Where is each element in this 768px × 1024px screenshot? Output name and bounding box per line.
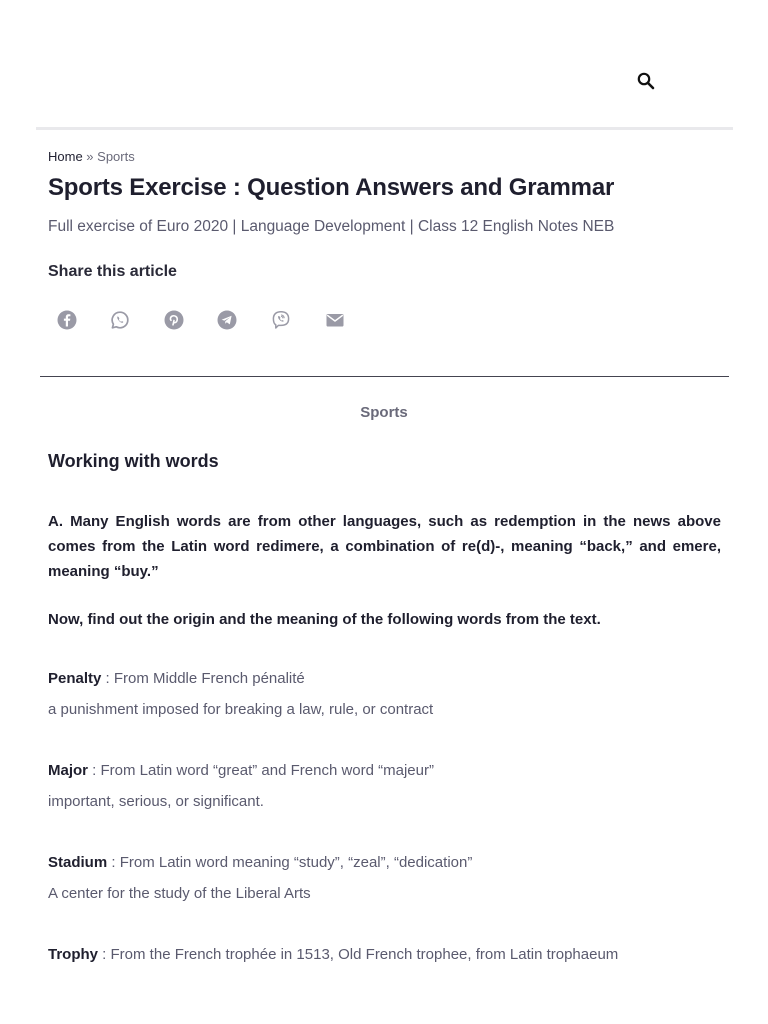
word-meaning: A center for the study of the Liberal Arts <box>48 885 311 902</box>
email-icon[interactable] <box>323 308 347 332</box>
page-subtitle: Full exercise of Euro 2020 | Language Development | Class 12 English Notes NEB <box>48 218 615 235</box>
breadcrumb-current: Sports <box>97 149 135 164</box>
breadcrumb-home-link[interactable]: Home <box>48 149 83 164</box>
site-header <box>0 0 768 128</box>
breadcrumb-separator: » <box>82 149 98 164</box>
intro-paragraph: A. Many English words are from other languages, such as redemption in the news above comes from the Latin word redimere, a combination of re(d)-, meaning “back,” and emere, meaning “buy.” <box>48 513 721 580</box>
word-origin: : From Latin word meaning “study”, “zeal”, “dedication” <box>107 854 473 871</box>
header-divider <box>36 127 733 130</box>
word-entry-stadium <box>48 854 472 871</box>
section-heading: Working with words <box>48 451 219 471</box>
page-title: Sports Exercise : Question Answers and Grammar <box>48 174 615 201</box>
word-term: Trophy <box>48 946 99 963</box>
word-origin: : From the French trophée in 1513, Old French trophee, from Latin trophaeum <box>98 946 619 963</box>
instruction-paragraph: Now, find out the origin and the meaning of the following words from the text. <box>48 611 601 628</box>
facebook-icon[interactable] <box>55 308 79 332</box>
viber-icon[interactable] <box>269 308 293 332</box>
word-origin: : From Latin word “great” and French word “majeur” <box>88 762 434 779</box>
word-term: Stadium <box>48 854 108 871</box>
pinterest-icon[interactable] <box>162 308 186 332</box>
content-divider <box>40 376 729 377</box>
whatsapp-icon[interactable] <box>108 308 132 332</box>
telegram-icon[interactable] <box>215 308 239 332</box>
word-origin: : From Middle French pénalité <box>101 670 305 687</box>
word-meaning: a punishment imposed for breaking a law, rule, or contract <box>48 701 434 718</box>
word-meaning: important, serious, or significant. <box>48 793 264 810</box>
word-entry-penalty <box>48 670 305 687</box>
word-entry-trophy <box>48 946 618 963</box>
share-heading: Share this article <box>48 263 177 280</box>
word-term: Penalty <box>48 670 102 687</box>
breadcrumb <box>48 149 135 164</box>
word-term: Major <box>48 762 89 779</box>
search-icon[interactable] <box>636 71 656 91</box>
word-entry-major <box>48 762 434 779</box>
category-label: Sports <box>360 404 408 421</box>
